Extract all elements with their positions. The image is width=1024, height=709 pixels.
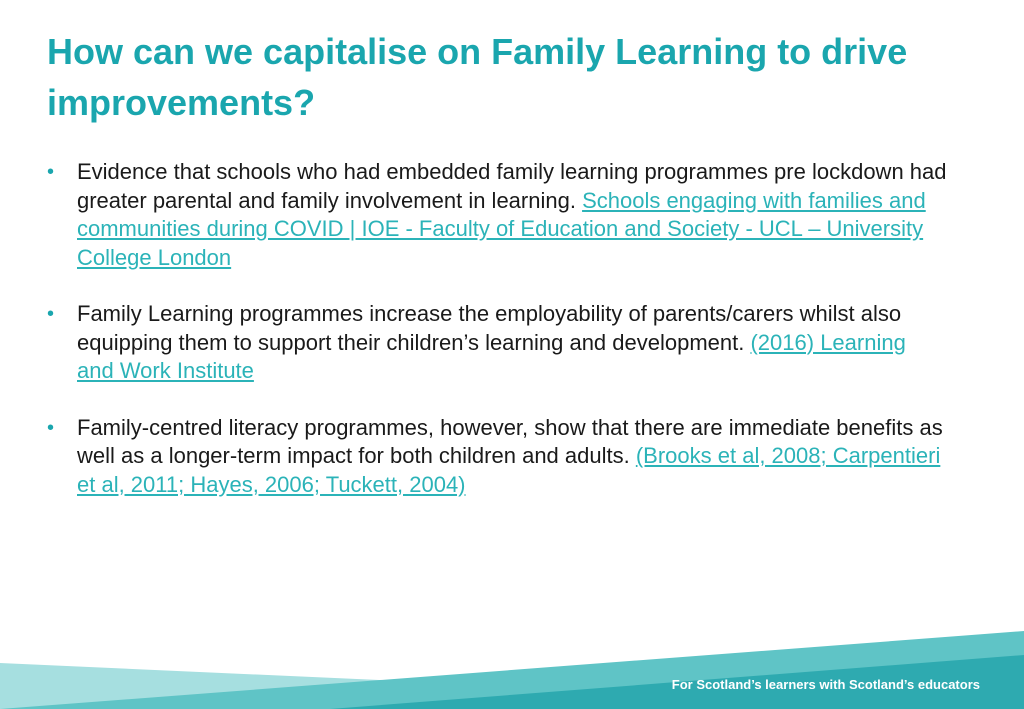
reference-link[interactable]: (2016) Learning and Work Institute xyxy=(77,329,906,383)
bullet-dot-icon: • xyxy=(47,161,55,183)
bullet-item xyxy=(47,158,947,272)
bullet-text: Evidence that schools who had embedded family learning programmes pre lockdown had greater parental and family involvement in learning. xyxy=(77,159,947,213)
bullet-item xyxy=(47,300,947,386)
reference-link[interactable]: Schools engaging with families and communities during COVID | IOE - Faculty of Education and Society - UCL – University College London xyxy=(77,187,926,270)
footer-tagline: For Scotland’s learners with Scotland’s educators xyxy=(671,677,980,692)
bullet-dot-icon: • xyxy=(47,303,55,325)
bullet-dot-icon: • xyxy=(47,416,55,439)
footer-wave-band xyxy=(0,629,1024,709)
bullet-text: Family-centred literacy programmes, however, show that there are immediate benefits as well as a longer-term impact for both children and adults. xyxy=(77,414,943,468)
bullet-text: Family Learning programmes increase the employability of parents/carers whilst also equipping them to support their children’s learning and development. xyxy=(77,301,902,355)
slide-title: How can we capitalise on Family Learning to drive improvements? xyxy=(47,31,908,123)
bullet-item xyxy=(47,414,947,500)
bullet-list xyxy=(47,158,947,527)
reference-link[interactable]: (Brooks et al, 2008; Carpentieri et al, 2011; Hayes, 2006; Tuckett, 2004) xyxy=(77,443,941,497)
